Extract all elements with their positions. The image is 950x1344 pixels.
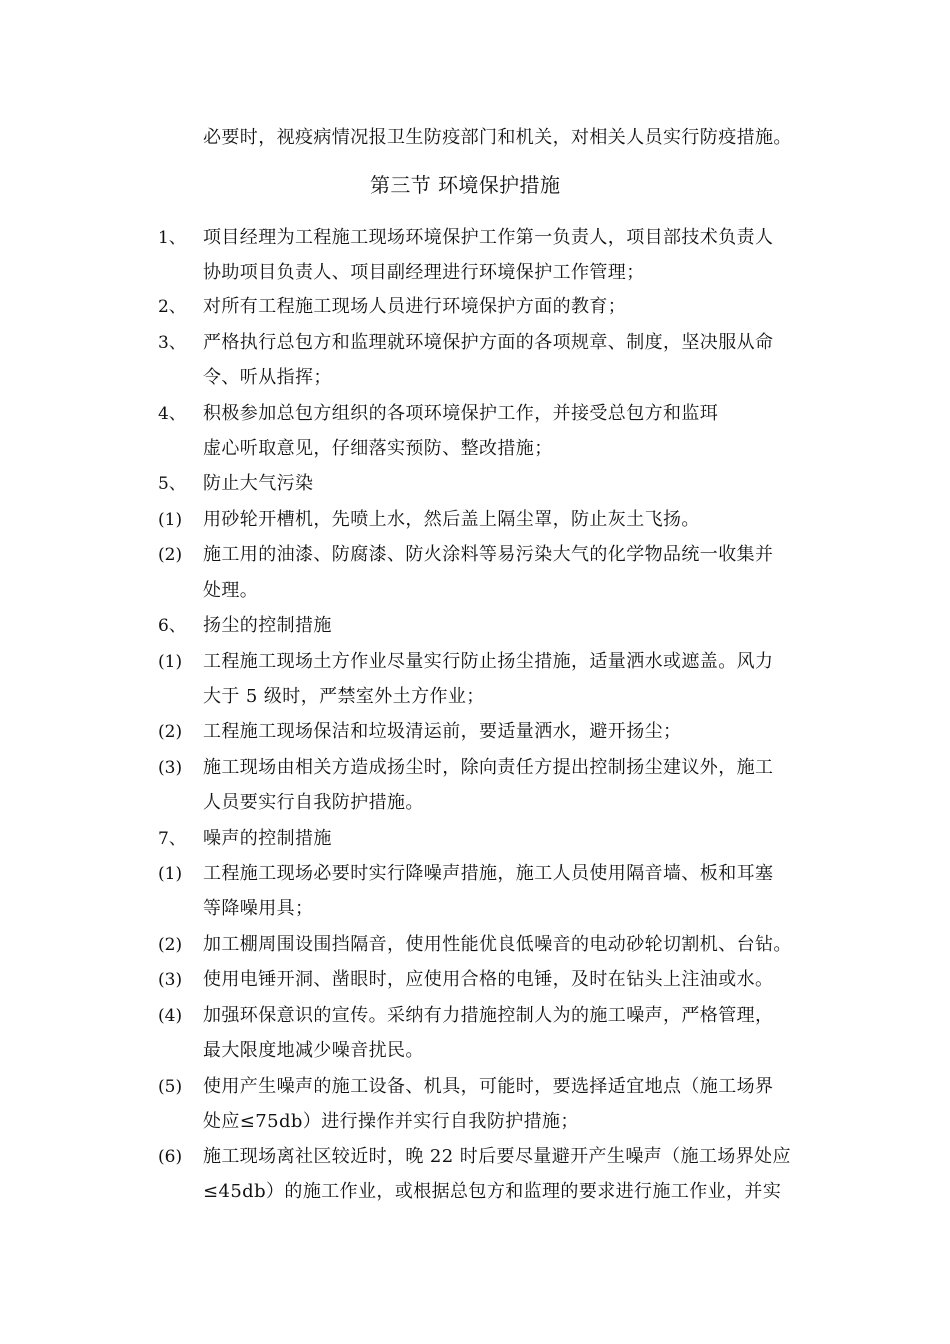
- list-item-text: ≤45db）的施工作业，或根据总包方和监理的要求进行施工作业，并实: [203, 1181, 782, 1202]
- list-item-marker: (1): [158, 510, 183, 530]
- list-item-text: 工程施工现场保洁和垃圾清运前，要适量洒水，避开扬尘；: [203, 721, 682, 742]
- list-item-marker: 1、: [158, 228, 186, 248]
- list-item-text: 加工棚周围设围挡隔音，使用性能优良低噪音的电动砂轮切割机、台钻。: [203, 934, 792, 955]
- list-item-text: 用砂轮开槽机，先喷上水，然后盖上隔尘罩，防止灰土飞扬。: [203, 509, 700, 530]
- list-item-marker: 7、: [158, 829, 186, 849]
- list-item-text: 大于 5 级时，严禁室外土方作业；: [203, 686, 485, 707]
- list-item-marker: (2): [158, 722, 183, 742]
- list-item-text: 最大限度地减少噪音扰民。: [203, 1040, 424, 1061]
- list-item-text: 施工现场由相关方造成扬尘时，除向责任方提出控制扬尘建议外，施工: [203, 757, 774, 778]
- list-item-marker: (1): [158, 652, 183, 672]
- list-item-marker: 3、: [158, 333, 186, 353]
- list-item-marker: (3): [158, 970, 183, 990]
- list-item-text: 施工用的油漆、防腐漆、防火涂料等易污染大气的化学物品统一收集并: [203, 544, 774, 565]
- lead-paragraph: 必要时，视疫病情况报卫生防疫部门和机关，对相关人员实行防疫措施。: [203, 127, 792, 148]
- list-item-text: 人员要实行自我防护措施。: [203, 792, 424, 813]
- list-item-text: 处理。: [203, 580, 259, 601]
- list-item-marker: 4、: [158, 404, 186, 424]
- list-item-marker: (2): [158, 935, 183, 955]
- list-item-text: 施工现场离社区较近时，晚 22 时后要尽量避开产生噪声（施工场界处应: [203, 1146, 791, 1167]
- list-item-marker: (3): [158, 758, 183, 778]
- list-item-text: 工程施工现场土方作业尽量实行防止扬尘措施，适量洒水或遮盖。风力: [203, 651, 774, 672]
- list-item-text: 防止大气污染: [203, 473, 314, 494]
- list-item-text: 使用电锤开洞、凿眼时，应使用合格的电锤，及时在钻头上注油或水。: [203, 969, 774, 990]
- list-item-text: 扬尘的控制措施: [203, 615, 332, 636]
- list-item-text: 严格执行总包方和监理就环境保护方面的各项规章、制度，坚决服从命: [203, 332, 774, 353]
- list-item-marker: (1): [158, 864, 183, 884]
- list-item-text: 等降噪用具；: [203, 898, 314, 919]
- list-item-text: 虚心听取意见，仔细落实预防、整改措施；: [203, 438, 553, 459]
- list-item-text: 对所有工程施工现场人员进行环境保护方面的教育；: [203, 296, 627, 317]
- list-item-marker: (4): [158, 1006, 183, 1026]
- list-item-text: 工程施工现场必要时实行降噪声措施，施工人员使用隔音墙、板和耳塞: [203, 863, 774, 884]
- list-item-marker: (2): [158, 545, 183, 565]
- list-item-marker: 6、: [158, 616, 186, 636]
- list-item-text: 噪声的控制措施: [203, 828, 332, 849]
- list-item-marker: (6): [158, 1147, 183, 1167]
- list-item-text: 令、听从指挥；: [203, 367, 332, 388]
- list-item-text: 项目经理为工程施工现场环境保护工作第一负责人，项目部技术负责人: [203, 227, 774, 248]
- list-item-text: 处应≤75db）进行操作并实行自我防护措施；: [203, 1111, 579, 1132]
- list-item-text: 使用产生噪声的施工设备、机具，可能时，要选择适宜地点（施工场界: [203, 1076, 774, 1097]
- section-title: 第三节 环境保护措施: [370, 173, 561, 197]
- list-item-marker: 2、: [158, 297, 186, 317]
- list-item-marker: (5): [158, 1077, 183, 1097]
- list-item-text: 积极参加总包方组织的各项环境保护工作，并接受总包方和监珥: [203, 403, 719, 424]
- list-item-text: 协助项目负责人、项目副经理进行环境保护工作管理；: [203, 262, 645, 283]
- list-item-text: 加强环保意识的宣传。采纳有力措施控制人为的施工噪声，严格管理，: [203, 1005, 774, 1026]
- list-item-marker: 5、: [158, 474, 186, 494]
